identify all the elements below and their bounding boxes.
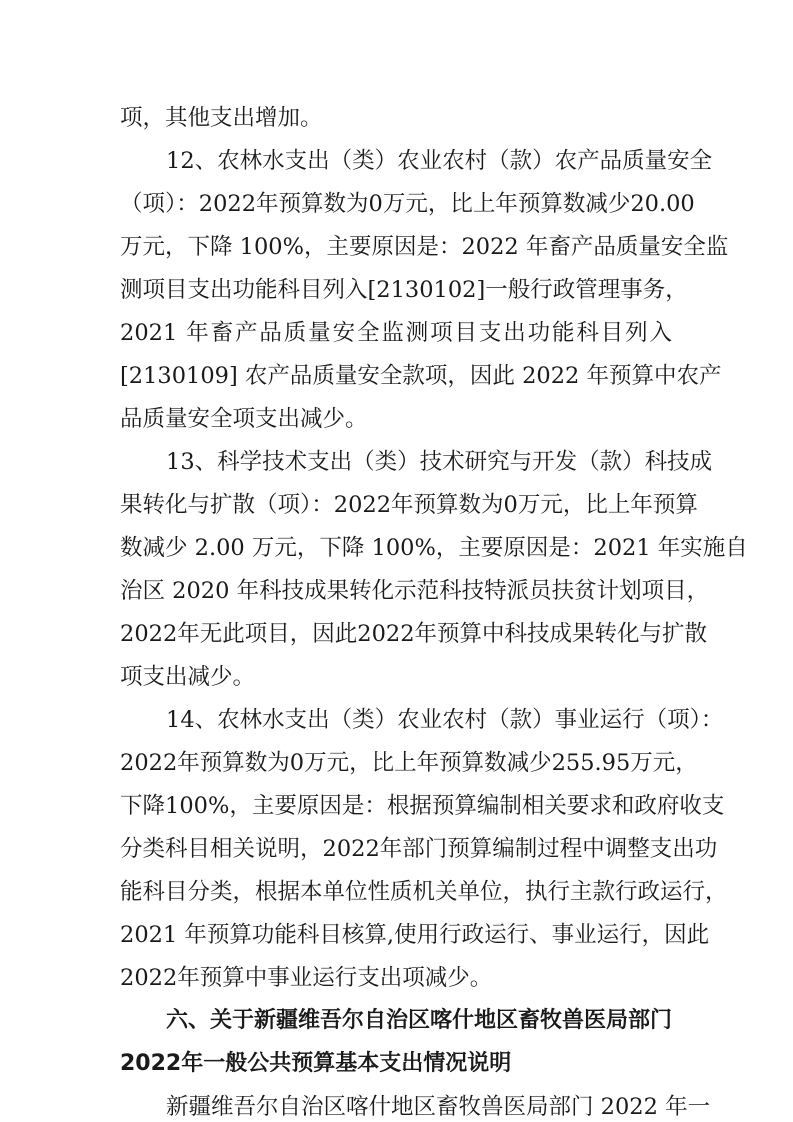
text-line-6: 2021 年畜产品质量安全监测项目支出功能科目列入 [120, 320, 672, 346]
text-line-1: 项，其他支出增加。 [120, 105, 323, 131]
text-line-7: [2130109] 农产品质量安全款项，因此 2022 年预算中农产 [120, 363, 722, 389]
text-line-3: （项）：2022年预算数为0万元，比上年预算数减少20.00 [120, 191, 695, 217]
text-line-12: 治区 2020 年科技成果转化示范科技特派员扶贫计划项目， [120, 578, 710, 604]
text-line-15: 14、农林水支出（类）农业农村（款）事业运行（项）： [166, 707, 724, 733]
text-line-24: 新疆维吾尔自治区喀什地区畜牧兽医局部门 2022 年一 [166, 1094, 711, 1120]
text-line-17: 下降100%，主要原因是：根据预算编制相关要求和政府收支 [120, 793, 725, 819]
text-line-14: 项支出减少。 [120, 664, 256, 690]
text-line-9: 13、科学技术支出（类）技术研究与开发（款）科技成 [166, 449, 713, 475]
text-line-16: 2022年预算数为0万元，比上年预算数减少255.95万元， [120, 750, 698, 776]
text-line-18: 分类科目相关说明，2022年部门预算编制过程中调整支出功 [120, 836, 718, 862]
text-line-21: 2022年预算中事业运行支出项减少。 [120, 965, 493, 991]
text-line-11: 数减少 2.00 万元，下降 100%，主要原因是：2021 年实施自 [120, 535, 748, 561]
text-line-19: 能科目分类，根据本单位性质机关单位，执行主款行政运行， [120, 879, 728, 905]
section-heading-line-1: 六、关于新疆维吾尔自治区喀什地区畜牧兽医局部门 [166, 1008, 673, 1033]
text-line-2: 12、农林水支出（类）农业农村（款）农产品质量安全 [166, 148, 713, 174]
text-line-4: 万元，下降 100%，主要原因是：2022 年畜产品质量安全监 [120, 234, 729, 260]
text-line-20: 2021 年预算功能科目核算,使用行政运行、事业运行，因此 [120, 922, 710, 948]
text-line-13: 2022年无此项目，因此2022年预算中科技成果转化与扩散 [120, 621, 708, 647]
text-line-5: 测项目支出功能科目列入[2130102]一般行政管理事务， [120, 277, 688, 303]
section-heading-line-2: 2022年一般公共预算基本支出情况说明 [120, 1051, 512, 1076]
text-line-8: 品质量安全项支出减少。 [120, 406, 368, 432]
text-line-10: 果转化与扩散（项）：2022年预算数为0万元，比上年预算 [120, 492, 698, 518]
